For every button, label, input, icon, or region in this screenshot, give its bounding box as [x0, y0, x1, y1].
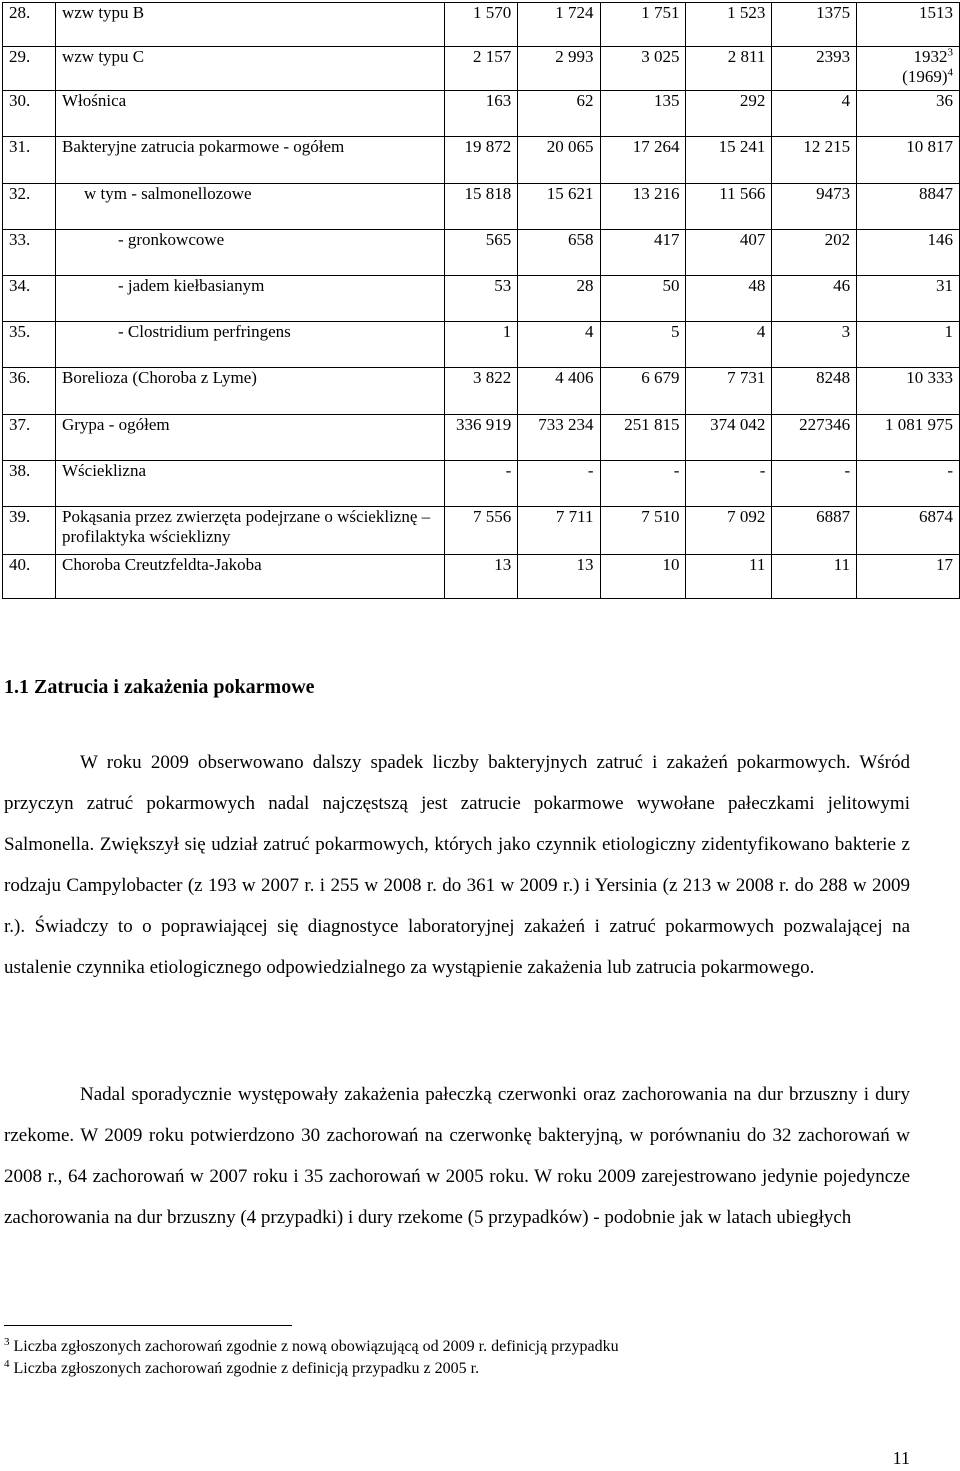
- value-cell: [444, 230, 517, 276]
- table-row: [3, 3, 960, 47]
- value-cell: [444, 276, 517, 322]
- value-text: 13 216: [632, 184, 680, 203]
- disease-name: - Clostridium perfringens: [55, 322, 444, 368]
- value-cell: [772, 415, 857, 461]
- row-number: 38.: [3, 461, 56, 507]
- value-cell: [600, 415, 686, 461]
- value-text: 1 523: [727, 3, 766, 22]
- value-cell: [518, 555, 600, 599]
- footnote-ref: 4: [947, 66, 953, 79]
- value-cell: [444, 91, 517, 137]
- value-text: 658: [568, 230, 594, 249]
- value-cell: [518, 137, 600, 184]
- value-text: 7 731: [727, 368, 766, 387]
- row-number: 35.: [3, 322, 56, 368]
- value-text: 1513: [919, 3, 953, 22]
- value-cell: [600, 230, 686, 276]
- value-text: 2 157: [473, 47, 512, 66]
- value-text: 28: [576, 276, 594, 295]
- value-text: -: [947, 461, 953, 480]
- table-row: [3, 184, 960, 230]
- value-cell: [686, 3, 772, 47]
- value-text: 227346: [799, 415, 851, 434]
- value-cell: [444, 47, 517, 91]
- value-text: 3 822: [473, 368, 512, 387]
- value-cell: [600, 276, 686, 322]
- disease-name: Borelioza (Choroba z Lyme): [55, 368, 444, 415]
- value-cell: [518, 3, 600, 47]
- value-text: 1 724: [555, 3, 594, 22]
- disease-name: Pokąsania przez zwierzęta podejrzane o wściekliznę – profilaktyka wścieklizny: [55, 507, 444, 555]
- alt-value: [863, 67, 953, 87]
- table-row: [3, 415, 960, 461]
- value-text: 7 556: [473, 507, 512, 526]
- alt-value-text: (1969): [902, 67, 948, 86]
- value-text: 292: [739, 91, 766, 110]
- value-cell: [857, 507, 960, 555]
- value-text: 2 811: [727, 47, 766, 66]
- row-number: 40.: [3, 555, 56, 599]
- value-cell: [686, 230, 772, 276]
- value-cell: [518, 461, 600, 507]
- value-text: 1375: [816, 3, 851, 22]
- value-text: 1: [944, 322, 953, 341]
- value-cell: [444, 184, 517, 230]
- value-cell: [686, 276, 772, 322]
- row-number: 34.: [3, 276, 56, 322]
- value-text: -: [844, 461, 851, 480]
- value-text: 4: [756, 322, 766, 341]
- value-cell: [857, 3, 960, 47]
- value-cell: [686, 507, 772, 555]
- disease-name: Włośnica: [55, 91, 444, 137]
- value-cell: [686, 91, 772, 137]
- value-cell: [444, 3, 517, 47]
- row-number: 39.: [3, 507, 56, 555]
- value-text: 12 215: [803, 137, 851, 156]
- value-text: 53: [494, 276, 512, 295]
- value-text: 50: [662, 276, 680, 295]
- value-text: 2 993: [555, 47, 594, 66]
- table-row: [3, 91, 960, 137]
- value-text: 4: [841, 91, 851, 110]
- value-text: 8248: [816, 368, 851, 387]
- row-number: 37.: [3, 415, 56, 461]
- value-text: 10 817: [906, 137, 953, 156]
- table-row: [3, 555, 960, 599]
- value-text: -: [587, 461, 594, 480]
- table-row: [3, 47, 960, 91]
- footnote-4: $^4$ Liczba zgłoszonych zachorowań zgodnie z definicją przypadku z 2005 r.: [4, 1357, 480, 1377]
- value-cell: [444, 415, 517, 461]
- value-text: 407: [739, 230, 766, 249]
- page-number: 11: [892, 1448, 910, 1468]
- value-cell: [857, 137, 960, 184]
- value-text: 36: [936, 91, 953, 110]
- value-cell: [518, 368, 600, 415]
- value-cell: [857, 184, 960, 230]
- row-number: 33.: [3, 230, 56, 276]
- value-text: 135: [653, 91, 680, 110]
- paragraph-2: Nadal sporadycznie występowały zakażenia pałeczką czerwonki oraz zachorowania na dur brzuszny i dury rzekome. W 2009 roku potwierdzono 30 zachorowań na czerwonkę bakteryjną, w porównaniu do 32 zachorowań w 2008 r., 64 zachorowań w 2007 roku i 35 zachorowań w 2005 roku. W roku 2009 zarejestrowano jedynie pojedyncze zachorowania na dur brzuszny (4 przypadki) i dury rzekome (5 przypadków) - podobnie jak w latach ubiegłych: [4, 1084, 910, 1228]
- value-text: 11 566: [719, 184, 766, 203]
- value-text: 15 241: [718, 137, 766, 156]
- value-text: 11: [833, 555, 851, 574]
- value-text: 6887: [816, 507, 851, 526]
- disease-name: Wścieklizna: [55, 461, 444, 507]
- footnote-ref: 3: [947, 46, 953, 59]
- value-cell: [444, 461, 517, 507]
- value-text: 8847: [919, 184, 953, 203]
- value-text: 1 751: [641, 3, 680, 22]
- value-cell: [772, 230, 857, 276]
- value-cell: [600, 3, 686, 47]
- value-cell: [600, 507, 686, 555]
- value-cell: [772, 47, 857, 91]
- disease-name: - gronkowcowe: [55, 230, 444, 276]
- row-number: 32.: [3, 184, 56, 230]
- value-text: 4 406: [555, 368, 594, 387]
- value-text: 146: [927, 230, 953, 249]
- value-cell: [518, 507, 600, 555]
- disease-table: [2, 2, 960, 599]
- value-cell: [518, 276, 600, 322]
- value-cell: [600, 184, 686, 230]
- value-cell: [600, 368, 686, 415]
- value-text: 19 872: [464, 137, 512, 156]
- value-text: 5: [670, 322, 680, 341]
- table-row: [3, 230, 960, 276]
- value-cell: [686, 555, 772, 599]
- table-row: [3, 368, 960, 415]
- value-cell: [772, 555, 857, 599]
- row-number: 36.: [3, 368, 56, 415]
- value-text: 1 081 975: [885, 415, 953, 434]
- value-text: 15 621: [546, 184, 594, 203]
- paragraph-1: W roku 2009 obserwowano dalszy spadek liczby bakteryjnych zatruć i zakażeń pokarmowych. Wśród przyczyn zatruć pokarmowych nadal najczęstszą jest zatrucie pokarmowe wywołane pałeczkami jelitowymi Salmonella. Zwiększył się udział zatruć pokarmowych, których jako czynnik etiologiczny zidentyfikowano bakterie z rodzaju Campylobacter (z 193 w 2007 r. i 255 w 2008 r. do 361 w 2009 r.) i Yersinia (z 213 w 2008 r. do 288 w 2009 r.). Świadczy to o poprawiającej się diagnostyce laboratoryjnej zakażeń i zatruć pokarmowych pozwalającej na ustalenie czynnika etiologicznego odpowiedzialnego za wystąpienie zakażenia lub zatrucia pokarmowego.: [4, 752, 910, 978]
- value-cell: [518, 47, 600, 91]
- value-cell: [686, 322, 772, 368]
- value-text: 62: [576, 91, 594, 110]
- disease-name: w tym - salmonellozowe: [55, 184, 444, 230]
- disease-name: wzw typu B: [55, 3, 444, 47]
- value-cell: [772, 507, 857, 555]
- value-text: 10: [662, 555, 680, 574]
- value-cell: [600, 47, 686, 91]
- value-cell: [772, 276, 857, 322]
- value-cell: [857, 461, 960, 507]
- value-text: 374 042: [710, 415, 766, 434]
- value-cell: [444, 322, 517, 368]
- value-cell: [518, 91, 600, 137]
- value-text: 251 815: [624, 415, 680, 434]
- section-title: 1.1 Zatrucia i zakażenia pokarmowe: [4, 676, 315, 698]
- value-cell: [600, 322, 686, 368]
- value-cell: [518, 184, 600, 230]
- value-cell: [772, 91, 857, 137]
- value-cell: [518, 415, 600, 461]
- value-text: 15 818: [464, 184, 512, 203]
- value-text: 2393: [816, 47, 851, 66]
- value-text: 31: [936, 276, 953, 295]
- disease-name: Choroba Creutzfeldta-Jakoba: [55, 555, 444, 599]
- value-text: 163: [485, 91, 512, 110]
- value-text: 11: [748, 555, 766, 574]
- value-cell: [772, 322, 857, 368]
- value-text: -: [505, 461, 512, 480]
- value-text: 13: [494, 555, 512, 574]
- value-text: 4: [585, 322, 594, 341]
- value-text: 417: [653, 230, 680, 249]
- value-cell: [686, 137, 772, 184]
- row-number: 28.: [3, 3, 56, 47]
- value-cell: [686, 47, 772, 91]
- disease-name: Bakteryjne zatrucia pokarmowe - ogółem: [55, 137, 444, 184]
- value-text: -: [673, 461, 680, 480]
- value-cell: [857, 368, 960, 415]
- value-text: 1932: [913, 47, 948, 66]
- value-cell: [444, 368, 517, 415]
- disease-name: wzw typu C: [55, 47, 444, 91]
- value-text: 6 679: [641, 368, 680, 387]
- value-cell: [686, 368, 772, 415]
- value-cell: [857, 276, 960, 322]
- value-cell: [857, 230, 960, 276]
- disease-name: - jadem kiełbasianym: [55, 276, 444, 322]
- row-number: 30.: [3, 91, 56, 137]
- table-row: [3, 276, 960, 322]
- value-text: 1: [502, 322, 512, 341]
- value-cell: [772, 3, 857, 47]
- value-cell: [686, 184, 772, 230]
- table-row: [3, 137, 960, 184]
- value-cell: [857, 555, 960, 599]
- value-cell: [857, 322, 960, 368]
- value-text: 3 025: [641, 47, 680, 66]
- value-text: 48: [748, 276, 766, 295]
- value-cell: [772, 137, 857, 184]
- value-cell: [857, 91, 960, 137]
- value-cell: [600, 461, 686, 507]
- footnote-separator: [4, 1325, 292, 1326]
- value-text: 7 092: [727, 507, 766, 526]
- value-text: 336 919: [456, 415, 512, 434]
- value-cell: [444, 555, 517, 599]
- value-text: 20 065: [546, 137, 594, 156]
- value-cell: [600, 555, 686, 599]
- value-text: 202: [824, 230, 851, 249]
- value-text: 7 711: [555, 507, 594, 526]
- value-cell: [444, 137, 517, 184]
- value-cell: [518, 230, 600, 276]
- table-row: [3, 507, 960, 555]
- footnote-3: $^3$ Liczba zgłoszonych zachorowań zgodnie z nową obowiązującą od 2009 r. definicją przypadku: [4, 1335, 619, 1355]
- value-text: 46: [833, 276, 851, 295]
- value-text: 10 333: [906, 368, 953, 387]
- value-text: 17 264: [632, 137, 680, 156]
- value-text: 17: [936, 555, 953, 574]
- value-text: 7 510: [641, 507, 680, 526]
- value-text: -: [759, 461, 766, 480]
- value-text: 1 570: [473, 3, 512, 22]
- value-cell: [772, 184, 857, 230]
- value-cell: [518, 322, 600, 368]
- value-text: 733 234: [538, 415, 594, 434]
- value-text: 9473: [816, 184, 851, 203]
- disease-name: Grypa - ogółem: [55, 415, 444, 461]
- value-cell: [600, 137, 686, 184]
- table-row: [3, 322, 960, 368]
- table-row: [3, 461, 960, 507]
- row-number: 29.: [3, 47, 56, 91]
- value-cell: [857, 47, 960, 91]
- value-text: 13: [576, 555, 594, 574]
- value-cell: [444, 507, 517, 555]
- value-cell: [600, 91, 686, 137]
- value-cell: [857, 415, 960, 461]
- value-cell: [772, 461, 857, 507]
- value-cell: [686, 415, 772, 461]
- value-cell: [772, 368, 857, 415]
- value-text: 6874: [919, 507, 953, 526]
- value-cell: [686, 461, 772, 507]
- value-text: 565: [485, 230, 512, 249]
- value-text: 3: [841, 322, 851, 341]
- row-number: 31.: [3, 137, 56, 184]
